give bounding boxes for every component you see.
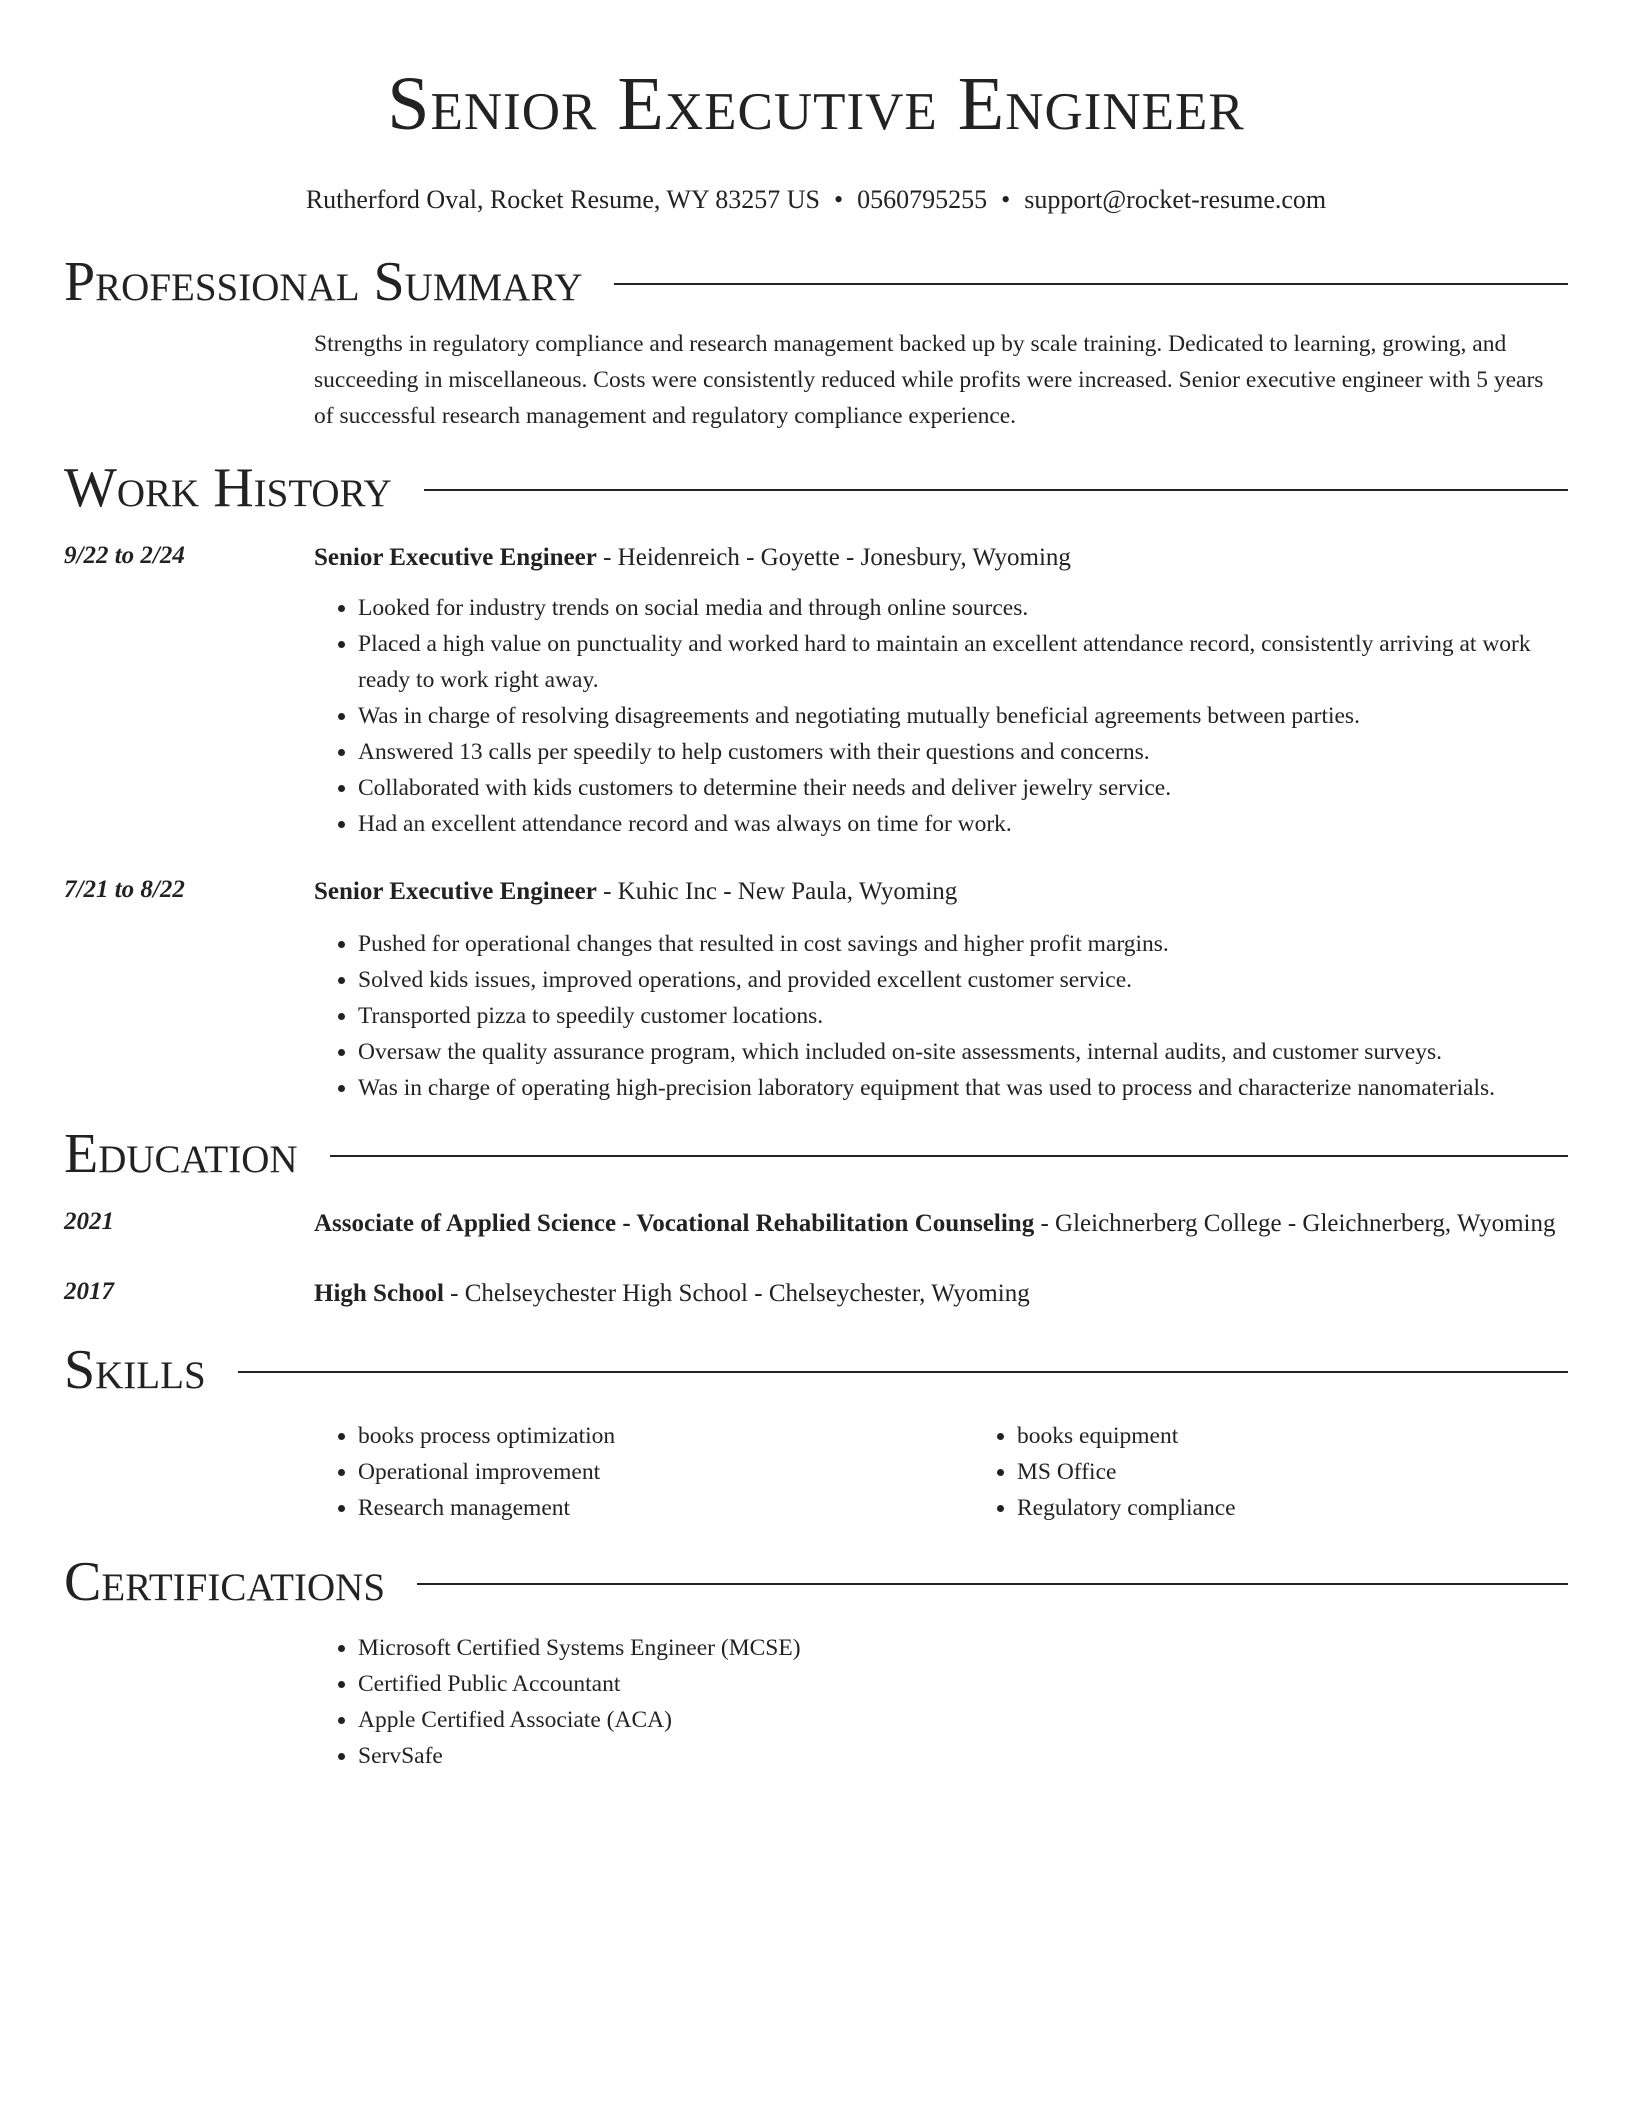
education-section-header	[64, 1122, 1568, 1186]
job-entry	[64, 872, 1568, 1106]
job-bullet: • Pushed for operational changes that resulted in cost savings and higher profit margins.	[358, 926, 1568, 962]
certification-item: • ServSafe	[358, 1738, 1568, 1774]
job-bullets	[314, 926, 1568, 1106]
education-content	[314, 1274, 1568, 1314]
job-content	[314, 538, 1568, 842]
job-dates: 9/22 to 2/24	[64, 542, 185, 569]
section-divider	[330, 1155, 1568, 1157]
contact-line	[64, 184, 1568, 216]
job-entry	[64, 538, 1568, 842]
job-title: Senior Executive Engineer	[314, 544, 597, 571]
education-details: - Chelseychester High School - Chelseychester, Wyoming	[443, 1280, 1030, 1307]
certification-item: • Microsoft Certified Systems Engineer (MCSE)	[358, 1630, 1568, 1666]
job-content	[314, 872, 1568, 1106]
job-dates: 7/21 to 8/22	[64, 876, 185, 903]
contact-separator: •	[1001, 185, 1011, 214]
job-bullet: • Transported pizza to speedily customer locations.	[358, 998, 1568, 1034]
education-entry	[64, 1204, 1568, 1244]
skills-section-header	[64, 1338, 1568, 1402]
education-degree: Associate of Applied Science - Vocational Rehabilitation Counseling	[314, 1210, 1035, 1237]
summary-text: Strengths in regulatory compliance and research management backed up by scale training. Dedicated to learning, growing, and succeeding in miscellaneous. Costs were consistently reduced while profits were increased. Senior executive engineer with 5 years of successful research management and regulatory compliance experience.	[314, 331, 1544, 429]
contact-address: Rutherford Oval, Rocket Resume, WY 83257 US	[305, 185, 820, 214]
certifications-list	[314, 1630, 1568, 1774]
education-year: 2021	[64, 1208, 114, 1235]
section-divider	[424, 489, 1568, 491]
skills-row	[64, 1418, 1568, 1526]
certifications-heading: Certifications	[64, 1551, 386, 1613]
section-divider	[417, 1583, 1568, 1585]
education-entry	[64, 1274, 1568, 1314]
skill-item: • MS Office	[1017, 1454, 1632, 1490]
skills-heading: Skills	[64, 1339, 206, 1401]
job-bullet: • Answered 13 calls per speedily to help customers with their questions and concerns.	[358, 734, 1568, 770]
job-bullet: • Solved kids issues, improved operations, and provided excellent customer service.	[358, 962, 1568, 998]
skills-grid	[314, 1418, 1632, 1526]
work-section-header	[64, 456, 1568, 520]
job-bullet: • Had an excellent attendance record and was always on time for work.	[358, 806, 1568, 842]
certification-item: • Certified Public Accountant	[358, 1666, 1568, 1702]
education-heading: Education	[64, 1123, 298, 1185]
education-year: 2017	[64, 1278, 114, 1305]
job-title: Senior Executive Engineer	[314, 878, 597, 905]
certifications-body	[314, 1630, 1568, 1774]
skill-item: • Research management	[358, 1490, 973, 1526]
education-line	[314, 1274, 1568, 1314]
skills-column-2	[973, 1418, 1632, 1526]
skill-item: • Regulatory compliance	[1017, 1490, 1632, 1526]
summary-row	[64, 326, 1568, 434]
skills-column-1	[314, 1418, 973, 1526]
work-heading: Work History	[64, 457, 392, 519]
summary-body	[314, 326, 1568, 434]
skill-item: • books equipment	[1017, 1418, 1632, 1454]
job-bullets	[314, 590, 1568, 842]
job-bullet: • Was in charge of operating high-precision laboratory equipment that was used to process and characterize nanomaterials.	[358, 1070, 1568, 1106]
skill-item: • Operational improvement	[358, 1454, 973, 1490]
job-title-line	[314, 538, 1568, 578]
summary-section-header	[64, 250, 1568, 314]
education-degree: High School	[314, 1280, 444, 1307]
contact-phone: 0560795255	[857, 185, 988, 214]
job-bullet: • Oversaw the quality assurance program, which included on-site assessments, internal audits, and customer surveys.	[358, 1034, 1568, 1070]
certification-item: • Apple Certified Associate (ACA)	[358, 1702, 1568, 1738]
education-details: - Gleichnerberg College - Gleichnerberg, Wyoming	[1034, 1210, 1556, 1237]
section-divider	[614, 283, 1568, 285]
education-line	[314, 1204, 1568, 1244]
summary-left-spacer	[64, 326, 314, 434]
education-content	[314, 1204, 1568, 1244]
job-details: - Kuhic Inc - New Paula, Wyoming	[596, 878, 958, 905]
certifications-row	[64, 1630, 1568, 1774]
job-bullet: • Was in charge of resolving disagreements and negotiating mutually beneficial agreements between parties.	[358, 698, 1568, 734]
job-title-line	[314, 872, 1568, 912]
contact-separator: •	[834, 185, 844, 214]
skills-left-spacer	[64, 1418, 314, 1526]
job-bullet: • Collaborated with kids customers to determine their needs and deliver jewelry service.	[358, 770, 1568, 806]
job-bullet: • Looked for industry trends on social media and through online sources.	[358, 590, 1568, 626]
job-bullet: • Placed a high value on punctuality and worked hard to maintain an excellent attendance record, consistently arriving at work ready to work right away.	[358, 626, 1568, 698]
certifications-section-header	[64, 1550, 1568, 1614]
certifications-left-spacer	[64, 1630, 314, 1774]
section-divider	[238, 1371, 1568, 1373]
skill-item: • books process optimization	[358, 1418, 973, 1454]
summary-heading: Professional Summary	[64, 251, 583, 313]
contact-email: support@rocket-resume.com	[1024, 185, 1327, 214]
resume-name: Senior Executive Engineer	[387, 62, 1245, 146]
job-details: - Heidenreich - Goyette - Jonesbury, Wyoming	[596, 544, 1071, 571]
